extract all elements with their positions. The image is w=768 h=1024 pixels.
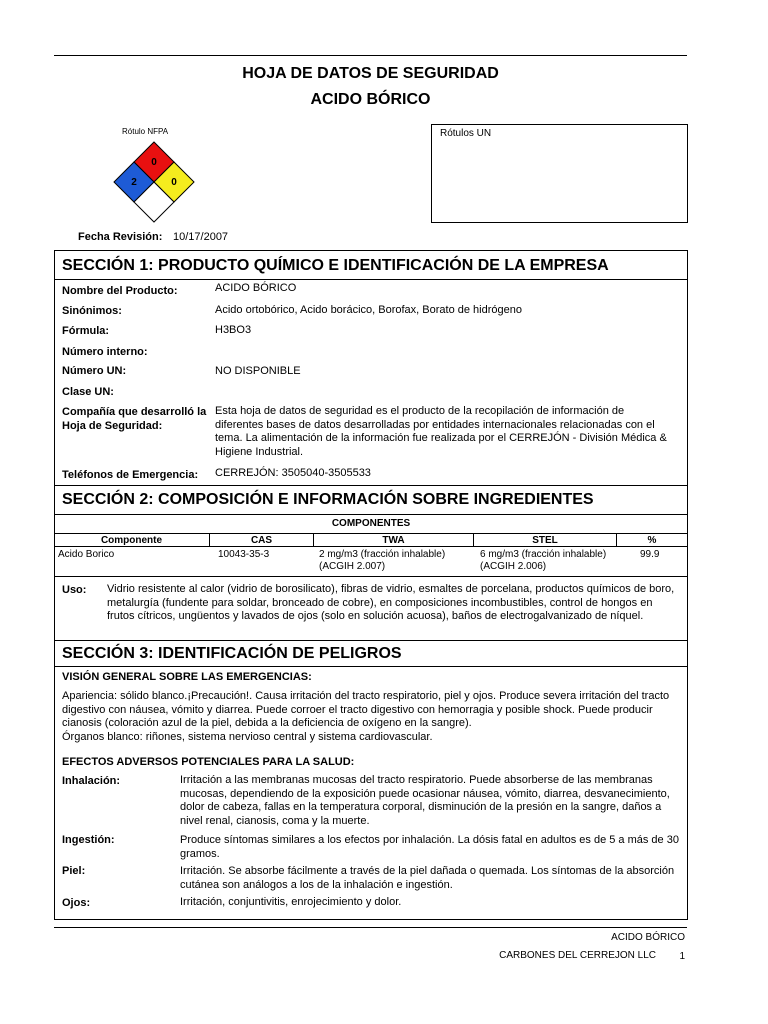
nfpa-flammability-value: 0	[151, 157, 157, 168]
col-header-componente: Componente	[100, 535, 163, 546]
synonyms-value: Acido ortobórico, Acido borácico, Borofax, Borato de hidrógeno	[215, 304, 522, 316]
table-col-divider-4	[616, 533, 617, 546]
un-labels-title: Rótulos UN	[440, 128, 492, 139]
col-header-stel: STEL	[532, 535, 558, 546]
section2-top-divider	[54, 485, 688, 486]
uso-text: Vidrio resistente al calor (vidrio de borosilicato), fibras de vidrio, esmaltes de porcelana, productos químicos de boro, metalurgía (fundente para soldar, bronceado de cobre), en composiciones incombustibles, control de hongos en frutos cítricos, ungüentos y lavados de ojos (solo en solución acuosa), baños de electrogalvanizado de níquel.	[107, 583, 675, 622]
table-header-bottom	[54, 546, 688, 547]
skin-label: Piel:	[62, 865, 86, 877]
cell-componente: Acido Borico	[58, 549, 115, 560]
section1-divider	[54, 279, 688, 280]
section3-top-divider	[54, 640, 688, 641]
target-organs-text: Órganos blanco: riñones, sistema nervioso central y sistema cardiovascular.	[62, 731, 433, 743]
product-name-value: ACIDO BÓRICO	[215, 282, 297, 294]
cell-twa-line1: 2 mg/m3 (fracción inhalable)	[319, 549, 446, 560]
document-subtitle: ACIDO BÓRICO	[310, 91, 431, 108]
company-label: Compañía que desarrolló la Hoja de Seguridad:	[62, 406, 207, 432]
col-header-cas: CAS	[250, 535, 273, 546]
col-header-twa: TWA	[382, 535, 405, 546]
overview-heading: VISIÓN GENERAL SOBRE LAS EMERGENCIAS:	[62, 671, 312, 683]
footer-page-number: 1	[679, 951, 685, 962]
ingestion-label: Ingestión:	[62, 834, 115, 846]
emergency-phone-value: CERREJÓN: 3505040-3505533	[215, 467, 371, 479]
table-col-divider-2	[313, 533, 314, 546]
cell-stel-line1: 6 mg/m3 (fracción inhalable)	[480, 549, 607, 560]
cell-twa-line2: (ACGIH 2.007)	[319, 561, 386, 572]
effects-heading: EFECTOS ADVERSOS POTENCIALES PARA LA SALUD:	[62, 756, 355, 768]
cell-percent: 99.9	[640, 549, 660, 560]
un-class-label: Clase UN:	[62, 386, 114, 398]
footer-product: ACIDO BÓRICO	[611, 932, 685, 943]
section2-title: SECCIÓN 2: COMPOSICIÓN E INFORMACIÓN SOBRE INGREDIENTES	[62, 491, 594, 508]
section1-title: SECCIÓN 1: PRODUCTO QUÍMICO E IDENTIFICACIÓN DE LA EMPRESA	[62, 257, 609, 274]
nfpa-diamond-icon	[112, 140, 196, 224]
table-col-divider-1	[209, 533, 210, 546]
table-header-top	[54, 533, 688, 534]
un-number-value: NO DISPONIBLE	[215, 365, 301, 377]
footer-company: CARBONES DEL CERREJON LLC	[499, 950, 656, 961]
components-table-title: COMPONENTES	[331, 518, 411, 529]
company-value: Esta hoja de datos de seguridad es el producto de la recopilación de información de diferentes bases de datos desarrolladas por entidades internacionales relacionadas con el tema. La alimentación de la información fue realizada por el CERREJÓN - División Médica & Higiene Industrial.	[215, 405, 667, 458]
synonyms-label: Sinónimos:	[62, 305, 122, 317]
emergency-phone-label: Teléfonos de Emergencia:	[62, 469, 199, 481]
formula-value: H3BO3	[215, 324, 252, 336]
document-title: HOJA DE DATOS DE SEGURIDAD	[242, 65, 499, 82]
cell-cas: 10043-35-3	[218, 549, 270, 560]
revision-date: 10/17/2007	[173, 231, 229, 243]
internal-number-label: Número interno:	[62, 346, 148, 358]
un-labels-box	[431, 124, 688, 223]
col-header-percent: %	[647, 535, 657, 546]
ingestion-text: Produce síntomas similares a los efectos por inhalación. La dósis fatal en adultos es de 5 a más de 30 gramos.	[180, 834, 679, 860]
formula-label: Fórmula:	[62, 325, 110, 337]
cell-stel-line2: (ACGIH 2.006)	[480, 561, 547, 572]
overview-text: Apariencia: sólido blanco.¡Precaución!. Causa irritación del tracto respiratorio, piel y ojos. Produce severa irritación del tracto digestivo con náusea, vómito y diarrea. Puede corroer el tracto digestivo con hemorragia y posible shock. Puede producir cianosis (coloración azul de la piel, debida a la deficiencia de oxígeno en la sangre).	[62, 690, 670, 729]
uso-top-divider	[54, 576, 688, 577]
product-name-label: Nombre del Producto:	[62, 285, 178, 297]
nfpa-reactivity-value: 0	[171, 177, 177, 188]
eyes-text: Irritación, conjuntivitis, enrojecimiento y dolor.	[180, 896, 402, 908]
section3-title: SECCIÓN 3: IDENTIFICACIÓN DE PELIGROS	[62, 645, 402, 662]
uso-label: Uso:	[62, 584, 87, 596]
top-rule	[54, 55, 687, 56]
eyes-label: Ojos:	[62, 897, 91, 909]
inhalation-label: Inhalación:	[62, 775, 121, 787]
table-col-divider-3	[473, 533, 474, 546]
revision-label: Fecha Revisión:	[78, 231, 163, 243]
skin-text: Irritación. Se absorbe fácilmente a través de la piel dañada o quemada. Los síntomas de la absorción cutánea son análogos a los de la inhalación e ingestión.	[180, 865, 675, 891]
section2-divider	[54, 514, 688, 515]
nfpa-label: Rótulo NFPA	[122, 127, 169, 136]
inhalation-text: Irritación a las membranas mucosas del tracto respiratorio. Puede absorberse de las membranas mucosas, dependiendo de la exposición puede ocasionar náusea, vómito, diarrea, desvanecimiento, dolor de cabeza, fallas en la temperatura corporal, disminución de la presión en la sangre, daños a nivel renal, cianosis, coma y la muerte.	[180, 774, 670, 827]
section3-divider	[54, 666, 688, 667]
un-number-label: Número UN:	[62, 365, 127, 377]
footer-rule	[54, 927, 687, 928]
nfpa-health-value: 2	[131, 177, 137, 188]
